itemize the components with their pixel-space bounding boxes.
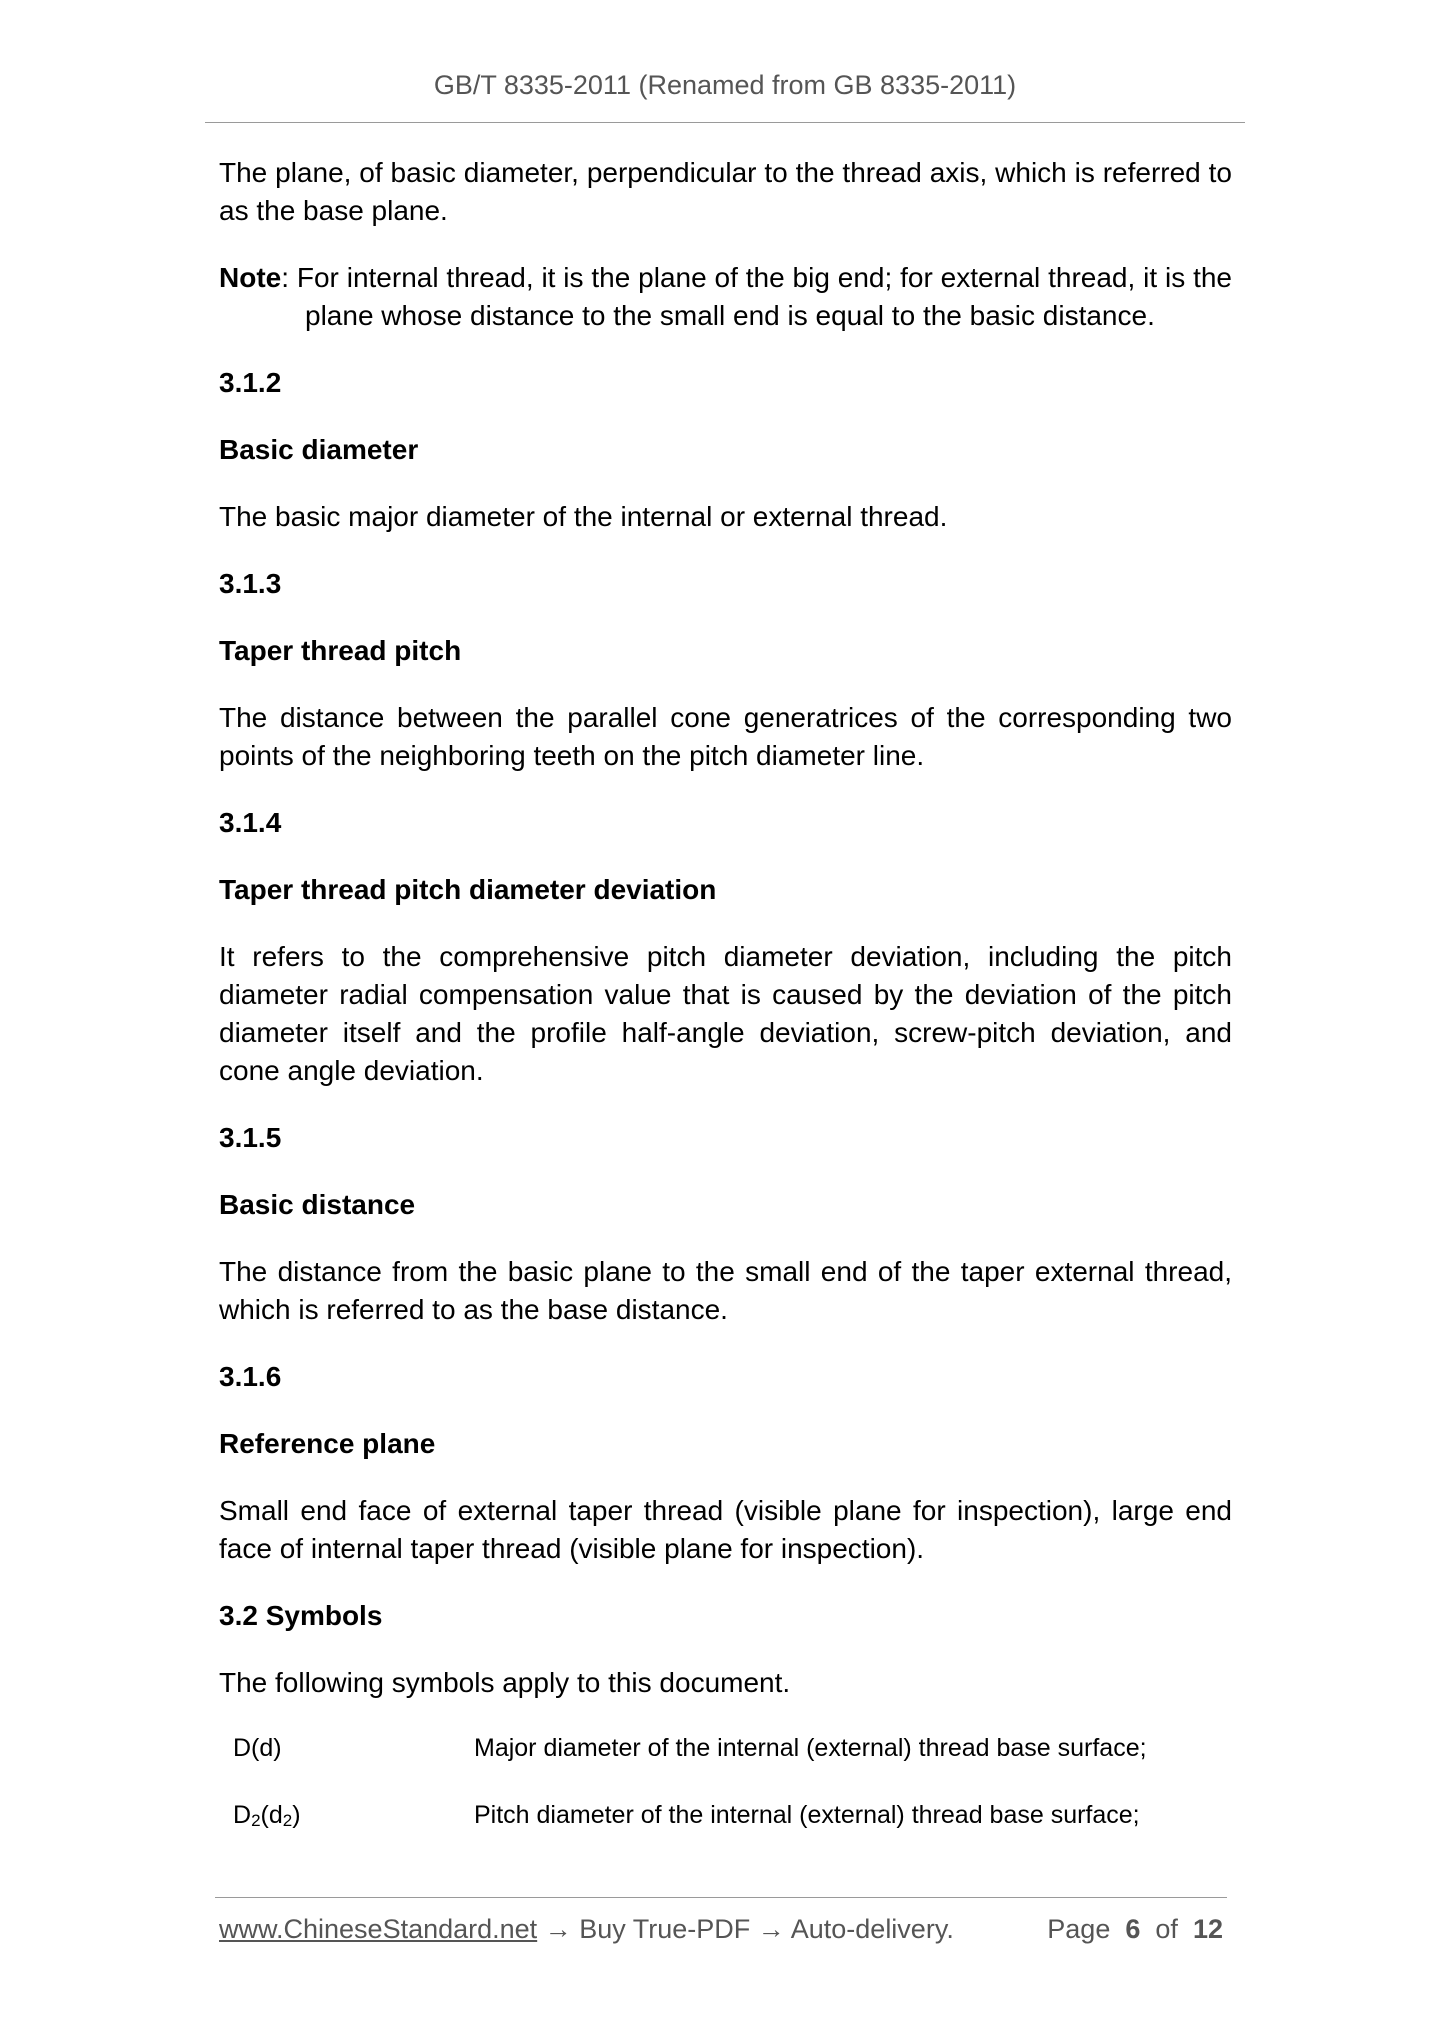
footer-tagline: → Buy True-PDF → Auto-delivery.: [537, 1914, 954, 1944]
footer-left: [219, 1914, 954, 1945]
symbol-part: (d: [260, 1801, 283, 1829]
symbol-major-diameter: D(d): [233, 1734, 282, 1762]
symbols-intro: The following symbols apply to this document.: [219, 1667, 791, 1698]
intro-paragraph: The plane, of basic diameter, perpendicular to the thread axis, which is referred to as the base plane.: [219, 157, 1232, 226]
section-title-pitch-diameter-deviation: Taper thread pitch diameter deviation: [219, 874, 717, 905]
section-text-basic-diameter: The basic major diameter of the internal or external thread.: [219, 501, 948, 532]
symbols-table: [219, 1731, 1232, 1832]
symbol-row: [219, 1731, 1232, 1765]
symbol-subscript: 2: [282, 1811, 293, 1830]
page-label: Page: [1047, 1914, 1111, 1944]
section-title-basic-distance: Basic distance: [219, 1189, 416, 1220]
page-header: GB/T 8335-2011 (Renamed from GB 8335-2011): [433, 70, 1017, 100]
page-footer: [219, 1914, 1223, 1945]
page-total: 12: [1192, 1914, 1223, 1944]
page-indicator: [1047, 1914, 1223, 1945]
symbol-pitch-diameter: [219, 1798, 474, 1832]
section-title-reference-plane: Reference plane: [219, 1428, 436, 1459]
note-label: Note: [219, 262, 282, 293]
section-title-taper-thread-pitch: Taper thread pitch: [219, 635, 462, 666]
symbol-description: Pitch diameter of the internal (external) thread base surface;: [474, 1801, 1140, 1829]
website-link[interactable]: www.ChineseStandard.net: [219, 1914, 538, 1944]
note-paragraph: [219, 259, 1232, 335]
section-text-basic-distance: The distance from the basic plane to the small end of the taper external thread, which is referred to as the base distance.: [219, 1256, 1232, 1325]
section-number-3-1-5: 3.1.5: [219, 1122, 282, 1153]
footer-divider: [215, 1897, 1227, 1898]
symbol-row: [219, 1798, 1232, 1832]
section-number-3-1-6: 3.1.6: [219, 1361, 282, 1392]
symbol-description: Major diameter of the internal (external) thread base surface;: [474, 1734, 1147, 1762]
document-body: [219, 154, 1232, 1865]
page-of: of: [1155, 1914, 1178, 1944]
symbol-subscript: 2: [251, 1811, 261, 1830]
section-number-3-1-4: 3.1.4: [219, 807, 282, 838]
page-current: 6: [1125, 1914, 1141, 1944]
section-number-3-1-3: 3.1.3: [219, 568, 282, 599]
note-text: : For internal thread, it is the plane of the big end; for external thread, it is the plane whose distance to the small end is equal to the basic distance.: [281, 262, 1232, 331]
section-text-pitch-diameter-deviation: It refers to the comprehensive pitch diameter deviation, including the pitch diameter radial compensation value that is caused by the deviation of the pitch diameter itself and the profile half-angle deviation, screw-pitch deviation, and cone angle deviation.: [219, 941, 1232, 1086]
section-title-basic-diameter: Basic diameter: [219, 434, 419, 465]
symbols-heading: 3.2 Symbols: [219, 1600, 383, 1631]
symbol-part: D: [233, 1801, 252, 1829]
section-text-reference-plane: Small end face of external taper thread (visible plane for inspection), large end face of internal taper thread (visible plane for inspection).: [219, 1495, 1232, 1564]
section-text-taper-thread-pitch: The distance between the parallel cone generatrices of the corresponding two points of the neighboring teeth on the pitch diameter line.: [219, 702, 1232, 771]
section-number-3-1-2: 3.1.2: [219, 367, 282, 398]
header-divider: [205, 122, 1245, 123]
symbol-part: ): [292, 1801, 301, 1829]
